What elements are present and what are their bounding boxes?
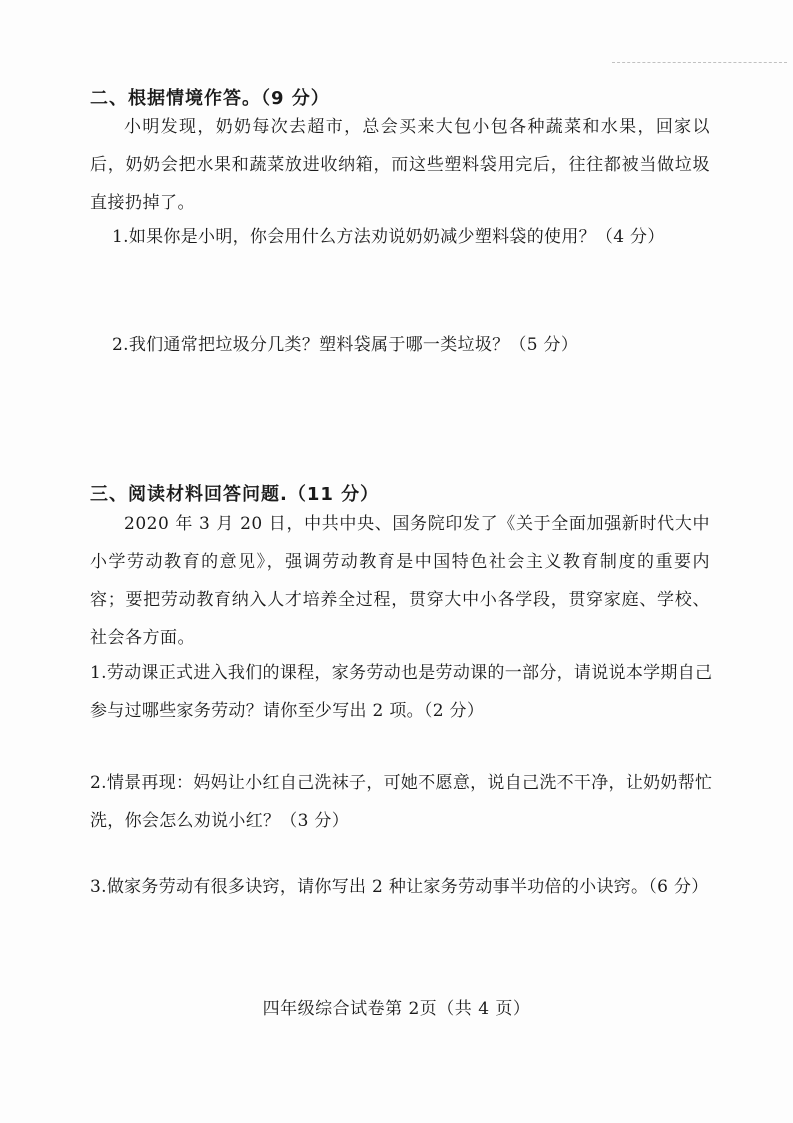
section-2-paragraph: 小明发现，奶奶每次去超市，总会买来大包小包各种蔬菜和水果，回家以后，奶奶会把水果和蔬菜放进收纳箱，而这些塑料袋用完后，往往都被当做垃圾直接扔掉了。 [90,117,710,213]
section-3-question-1: 1.劳动课正式进入我们的课程，家务劳动也是劳动课的一部分，请说说本学期自己参与过哪些家务劳动？请你至少写出 2 项。（2 分） [90,663,713,721]
scan-artifact [612,62,787,71]
section-3-heading: 三、阅读材料回答问题.（11 分） [90,484,380,505]
page-footer: 四年级综合试卷第 2页（共 4 页） [262,999,531,1019]
section-2-heading: 二、根据情境作答。（9 分） [90,88,330,109]
section-2-question-2: 2.我们通常把垃圾分几类？塑料袋属于哪一类垃圾？（5 分） [112,335,579,355]
section-3-paragraph: 2020 年 3 月 20 日，中共中央、国务院印发了《关于全面加强新时代大中小学劳动教育的意见》，强调劳动教育是中国特色社会主义教育制度的重要内容；要把劳动教育纳入人才培养全过程，贯穿大中小各学段，贯穿家庭、学校、社会各方面。 [90,514,710,648]
section-2-question-1: 1.如果你是小明，你会用什么方法劝说奶奶减少塑料袋的使用？（4 分） [112,227,665,247]
section-3-question-2: 2.情景再现：妈妈让小红自己洗袜子，可她不愿意，说自己洗不干净，让奶奶帮忙洗，你会怎么劝说小红？（3 分） [90,773,713,831]
section-3-question-3: 3.做家务劳动有很多诀窍，请你写出 2 种让家务劳动事半功倍的小诀窍。（6 分） [90,877,709,897]
